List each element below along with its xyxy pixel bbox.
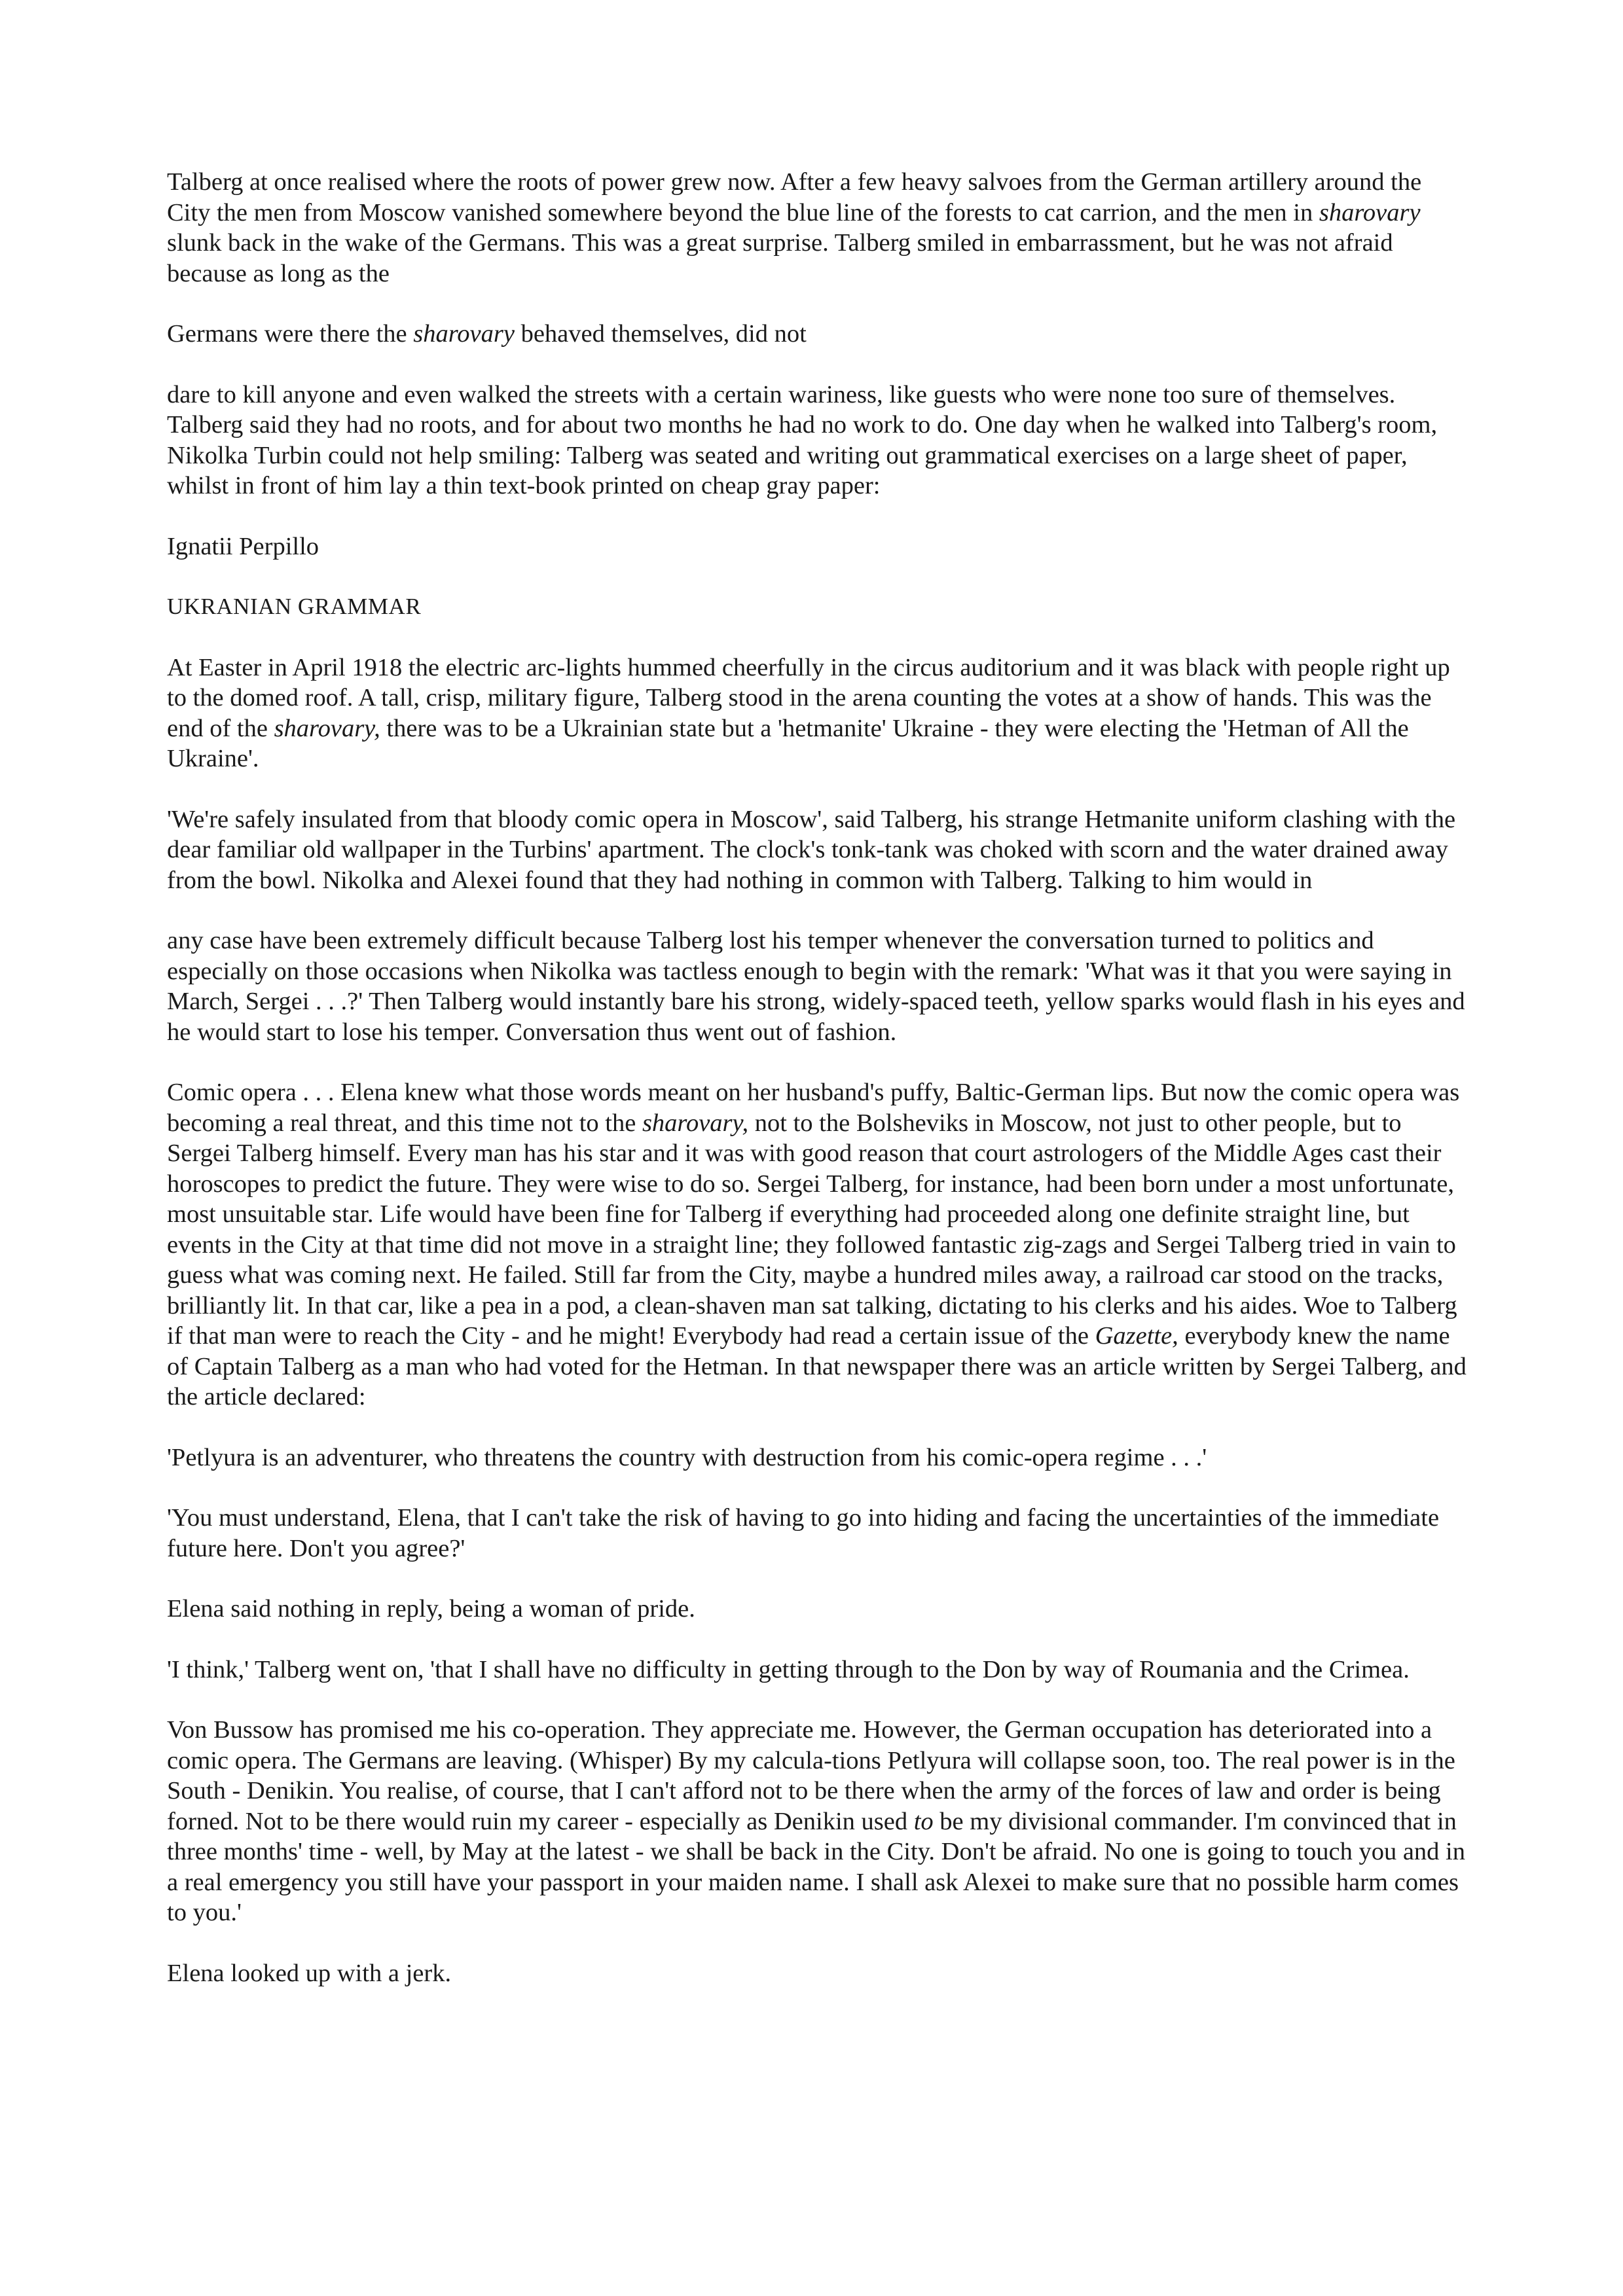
italic-text: sharovary, [642, 1109, 749, 1137]
text-run: 'We're safely insulated from that bloody comic opera in Moscow', said Talberg, his strange Hetmanite uniform clashing with the dear familiar old wallpaper in the Turbins' apartment. The clock's tonk-tank was choked with scorn and the water drained away from the bowl. Nikolka and Alexei found that they had nothing in common with Talberg. Talking to him would in [167, 805, 1456, 894]
paragraph-p10 [167, 1443, 1470, 1473]
italic-text: sharovary [1319, 198, 1421, 226]
text-run: Elena looked up with a jerk. [167, 1959, 452, 1987]
paragraph-p11 [167, 1503, 1470, 1564]
text-run: slunk back in the wake of the Germans. This was a great surprise. Talberg smiled in embarrassment, but he was not afraid because as long as the [167, 229, 1393, 287]
text-run: Comic opera . . . Elena knew what those words meant on her husband's puffy, Baltic-German lips. But now the comic opera was becoming a real threat, and this time not to the [167, 1079, 1460, 1137]
italic-text: Gazette, [1095, 1322, 1178, 1350]
paragraph-p15 [167, 1958, 1470, 1989]
text-run: At Easter in April 1918 the electric arc-lights hummed cheerfully in the circus auditorium and it was black with people right up to the domed roof. A tall, crisp, military figure, Talberg stood in the arena counting the votes at a show of hands. This was the end of the [167, 653, 1450, 742]
text-run: be my divisional commander. I'm convinced that in three months' time - well, by May at the latest - we shall be back in the City. Don't be afraid. No one is going to touch you and in a real emergency you still have your passport in your maiden name. I shall ask Alexei to make sure that no possible harm comes to you.' [167, 1807, 1465, 1926]
paragraph-p1 [167, 167, 1470, 289]
italic-text: sharovary [413, 320, 515, 348]
paragraph-p5 [167, 592, 1470, 622]
text-run: not to the Bolsheviks in Moscow, not just to other people, but to Sergei Talberg himself. Every man has his star and it was with good reason that court astrologers of the Middle Ages cast their horoscopes to predict the future. They were wise to do so. Sergei Talberg, for instance, had been born under a most unfortunate, most unsuitable star. Life would have been fine for Talberg if everything had proceeded along one definite straight line, but events in the City at that time did not move in a straight line; they followed fantastic zig-zags and Sergei Talberg tried in vain to guess what was coming next. He failed. Still far from the City, maybe a hundred miles away, a railroad car stood on the tracks, brilliantly lit. In that car, like a pea in a pod, a clean-shaven man sat talking, dictating to his clerks and his aides. Woe to Talberg if that man were to reach the City - and he might! Everybody had read a certain issue of the [167, 1109, 1457, 1350]
text-run: UKRANIAN GRAMMAR [167, 594, 422, 619]
paragraph-p4 [167, 531, 1470, 562]
text-run: behaved themselves, did not [514, 320, 807, 348]
paragraph-p6 [167, 653, 1470, 774]
text-run: Germans were there the [167, 320, 414, 348]
body-text [167, 167, 1470, 2018]
paragraph-p8 [167, 925, 1470, 1047]
text-run: Ignatii Perpillo [167, 532, 319, 560]
text-run: there was to be a Ukrainian state but a 'hetmanite' Ukraine - they were electing the 'Hetman of All the Ukraine'. [167, 714, 1409, 772]
text-run: any case have been extremely difficult because Talberg lost his temper whenever the conversation turned to politics and especially on those occasions when Nikolka was tactless enough to begin with the remark: 'What was it that you were saying in March, Sergei . . .?' Then Talberg would instantly bare his strong, widely-spaced teeth, yellow sparks would flash in his eyes and he would start to lose his temper. Conversation thus went out of fashion. [167, 927, 1465, 1046]
paragraph-p12 [167, 1594, 1470, 1624]
text-run: 'You must understand, Elena, that I can't take the risk of having to go into hiding and facing the uncertainties of the immediate future here. Don't you agree?' [167, 1504, 1440, 1562]
paragraph-p3 [167, 380, 1470, 501]
text-run: Elena said nothing in reply, being a woman of pride. [167, 1595, 695, 1623]
paragraph-p7 [167, 804, 1470, 896]
text-run: 'Petlyura is an adventurer, who threatens the country with destruction from his comic-opera regime . . .' [167, 1443, 1207, 1471]
text-run: everybody knew the name of Captain Talberg as a man who had voted for the Hetman. In that newspaper there was an article written by Sergei Talberg, and the article declared: [167, 1322, 1467, 1410]
text-run: Talberg at once realised where the roots of power grew now. After a few heavy salvoes from the German artillery around the City the men from Moscow vanished somewhere beyond the blue line of the forests to cat carrion, and the men in [167, 168, 1422, 226]
paragraph-p13 [167, 1655, 1470, 1685]
text-run: 'I think,' Talberg went on, 'that I shall have no difficulty in getting through to the Don by way of Roumania and the Crimea. [167, 1655, 1410, 1683]
paragraph-p9 [167, 1077, 1470, 1412]
paragraph-p14 [167, 1715, 1470, 1928]
paragraph-p2 [167, 319, 1470, 350]
italic-text: to [913, 1807, 934, 1835]
text-run: Von Bussow has promised me his co-operation. They appreciate me. However, the German occupation has deteriorated into a comic opera. The Germans are leaving. (Whisper) By my calcula-tions Petlyura will collapse soon, too. The real power is in the South - Denikin. You realise, of course, that I can't afford not to be there when the army of the forces of law and order is being forned. Not to be there would ruin my career - especially as Denikin used [167, 1716, 1455, 1835]
italic-text: sharovary, [274, 714, 380, 742]
text-run: dare to kill anyone and even walked the streets with a certain wariness, like guests who were none too sure of themselves. Talberg said they had no roots, and for about two months he had no work to do. One day when he walked into Talberg's room, Nikolka Turbin could not help smiling: Talberg was seated and writing out grammatical exercises on a large sheet of paper, whilst in front of him lay a thin text-book printed on cheap gray paper: [167, 380, 1438, 499]
